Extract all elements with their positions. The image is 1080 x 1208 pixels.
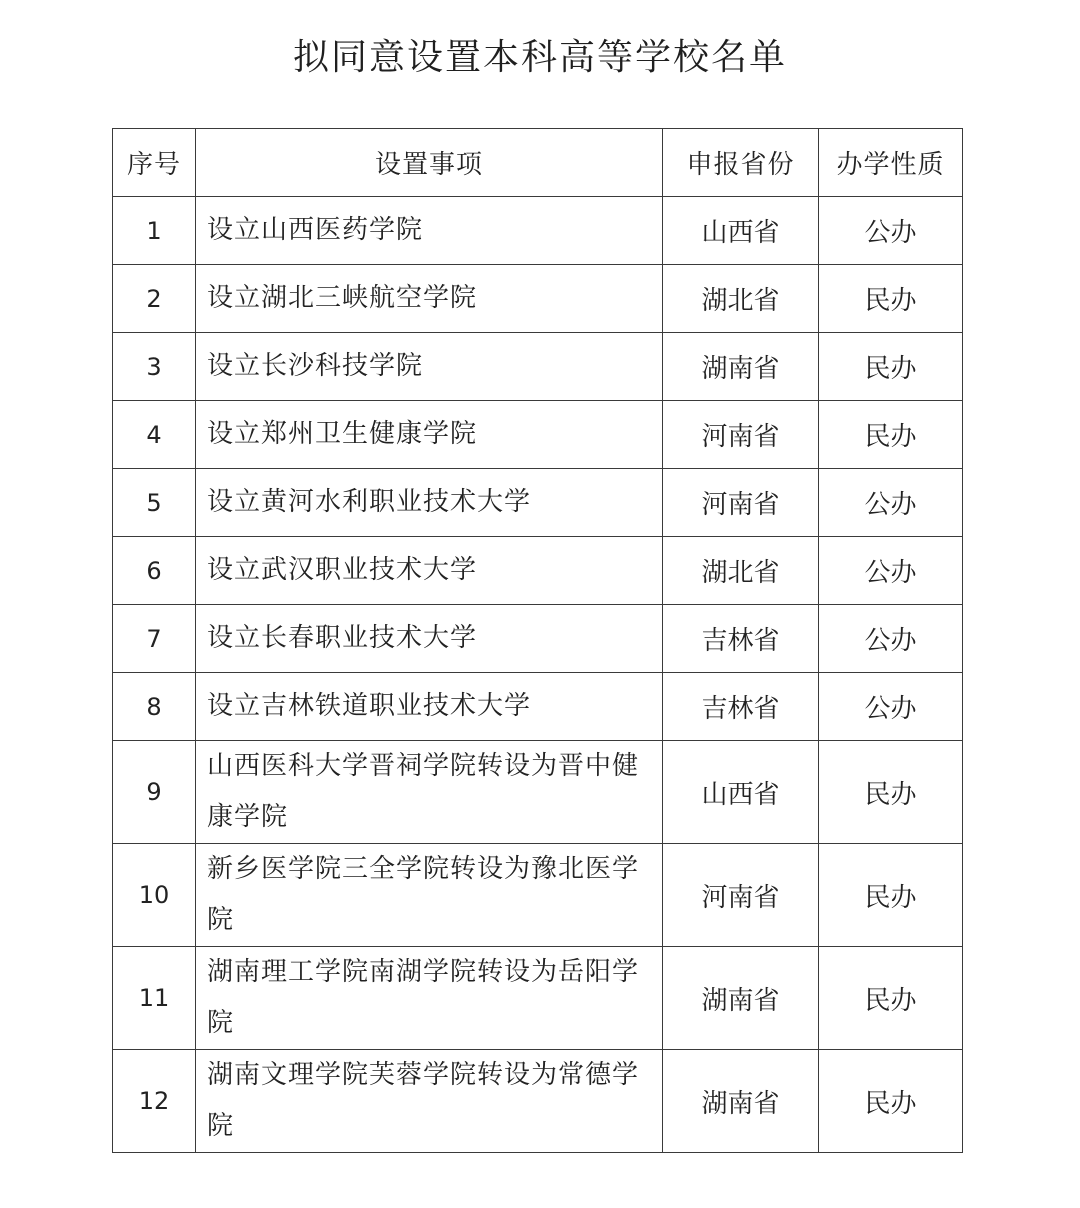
cell-no: 6 (113, 537, 196, 605)
cell-province: 河南省 (663, 469, 819, 537)
cell-type: 民办 (819, 401, 963, 469)
table-row (113, 673, 963, 741)
cell-type: 公办 (819, 469, 963, 537)
cell-province: 湖北省 (663, 537, 819, 605)
cell-province: 河南省 (663, 401, 819, 469)
cell-item: 设立长春职业技术大学 (196, 605, 663, 673)
table-row (113, 741, 963, 844)
table-row (113, 1050, 963, 1153)
cell-province: 山西省 (663, 741, 819, 844)
table-row (113, 844, 963, 947)
table-row (113, 401, 963, 469)
cell-province: 吉林省 (663, 673, 819, 741)
cell-no: 5 (113, 469, 196, 537)
table-row (113, 537, 963, 605)
cell-no: 2 (113, 265, 196, 333)
page-title: 拟同意设置本科高等学校名单 (292, 37, 787, 78)
cell-item: 湖南理工学院南湖学院转设为岳阳学院 (196, 947, 663, 1050)
cell-item: 设立湖北三峡航空学院 (196, 265, 663, 333)
cell-type: 民办 (819, 844, 963, 947)
cell-type: 民办 (819, 947, 963, 1050)
cell-province: 湖南省 (663, 333, 819, 401)
cell-item: 新乡医学院三全学院转设为豫北医学院 (196, 844, 663, 947)
cell-no: 9 (113, 741, 196, 844)
cell-no: 4 (113, 401, 196, 469)
cell-item: 设立郑州卫生健康学院 (196, 401, 663, 469)
cell-type: 公办 (819, 673, 963, 741)
cell-no: 7 (113, 605, 196, 673)
cell-no: 10 (113, 844, 196, 947)
cell-type: 公办 (819, 605, 963, 673)
cell-item: 设立山西医药学院 (196, 197, 663, 265)
table-row (113, 197, 963, 265)
cell-type: 民办 (819, 265, 963, 333)
header-type: 办学性质 (819, 129, 963, 197)
table-row (113, 947, 963, 1050)
table-row (113, 333, 963, 401)
table-header-row (113, 129, 963, 197)
cell-item: 设立长沙科技学院 (196, 333, 663, 401)
cell-item: 湖南文理学院芙蓉学院转设为常德学院 (196, 1050, 663, 1153)
cell-no: 8 (113, 673, 196, 741)
cell-province: 湖南省 (663, 1050, 819, 1153)
cell-item: 山西医科大学晋祠学院转设为晋中健康学院 (196, 741, 663, 844)
cell-province: 吉林省 (663, 605, 819, 673)
cell-province: 河南省 (663, 844, 819, 947)
cell-no: 11 (113, 947, 196, 1050)
header-item: 设置事项 (196, 129, 663, 197)
cell-no: 3 (113, 333, 196, 401)
cell-no: 12 (113, 1050, 196, 1153)
table-row (113, 265, 963, 333)
cell-item: 设立黄河水利职业技术大学 (196, 469, 663, 537)
cell-no: 1 (113, 197, 196, 265)
cell-province: 湖南省 (663, 947, 819, 1050)
cell-type: 民办 (819, 1050, 963, 1153)
school-list-table (112, 128, 963, 1153)
table-row (113, 469, 963, 537)
cell-type: 民办 (819, 333, 963, 401)
cell-province: 山西省 (663, 197, 819, 265)
cell-type: 民办 (819, 741, 963, 844)
header-province: 申报省份 (663, 129, 819, 197)
cell-item: 设立武汉职业技术大学 (196, 537, 663, 605)
header-no: 序号 (113, 129, 196, 197)
cell-type: 公办 (819, 537, 963, 605)
cell-item: 设立吉林铁道职业技术大学 (196, 673, 663, 741)
table-row (113, 605, 963, 673)
cell-type: 公办 (819, 197, 963, 265)
cell-province: 湖北省 (663, 265, 819, 333)
